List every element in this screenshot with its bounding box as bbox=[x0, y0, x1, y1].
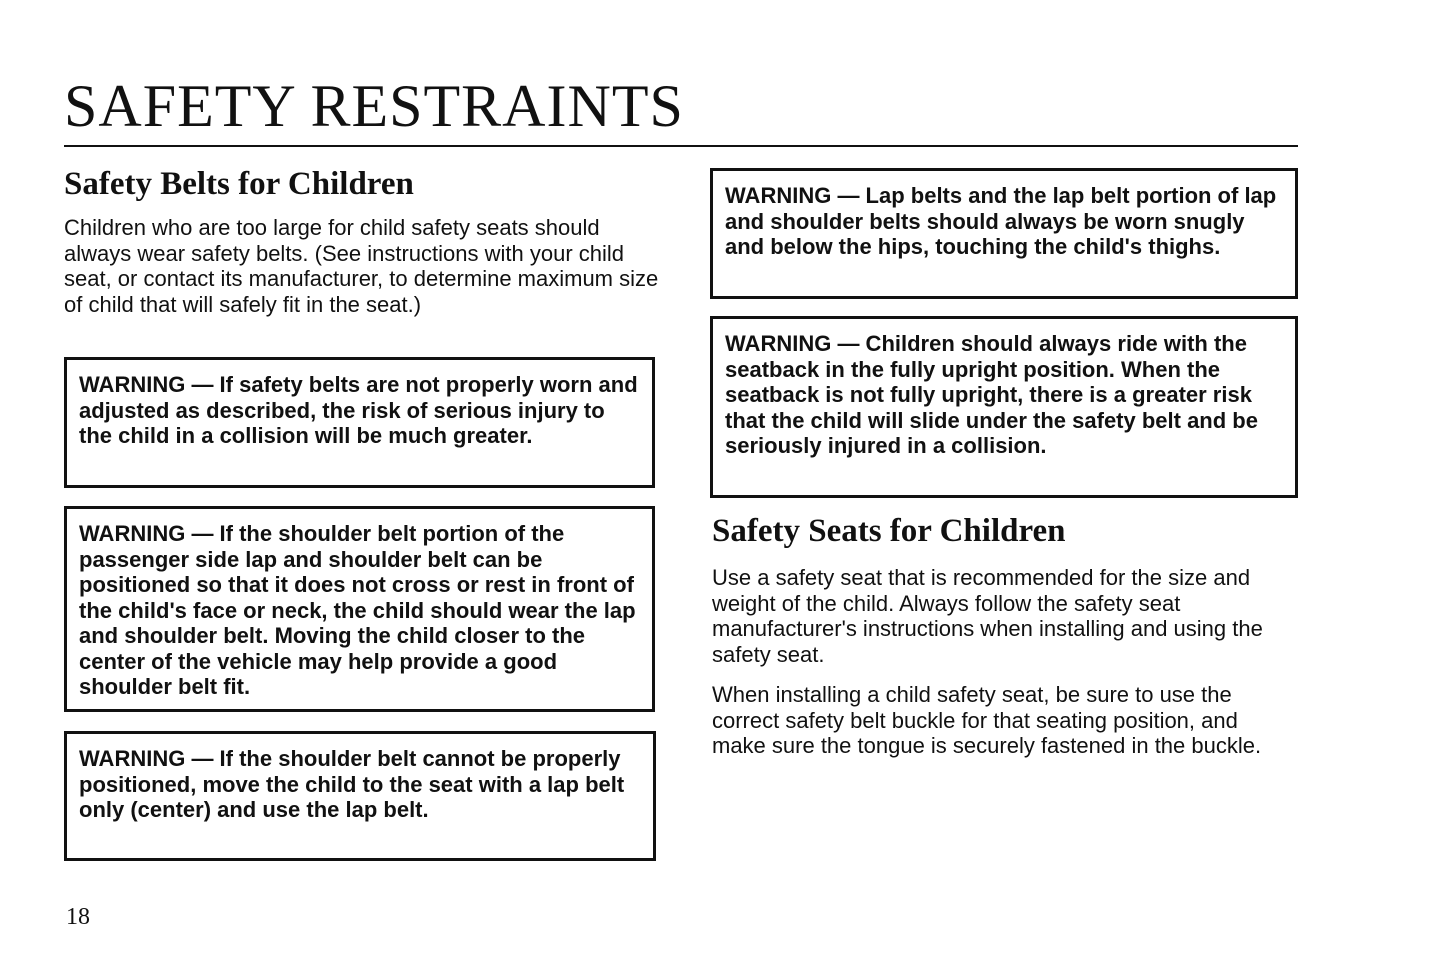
warning-box-belt-adjustment: WARNING — If safety belts are not properly worn and adjusted as described, the risk of serious injury to the child in a collision will be much greater. bbox=[64, 357, 655, 488]
warning-box-upright-seatback: WARNING — Children should always ride with the seatback in the fully upright position. When the seatback is not fully upright, there is a greater risk that the child will slide under the safety belt and be seriously injured in a collision. bbox=[710, 316, 1298, 498]
page-title: SAFETY RESTRAINTS bbox=[64, 73, 684, 139]
warning-box-lap-belt-only: WARNING — If the shoulder belt cannot be properly positioned, move the child to the seat with a lap belt only (center) and use the lap belt. bbox=[64, 731, 656, 861]
safety-seats-paragraph-2: When installing a child safety seat, be sure to use the correct safety belt buckle for that seating position, and make sure the tongue is securely fastened in the buckle. bbox=[712, 682, 1262, 758]
warning-box-shoulder-belt-position: WARNING — If the shoulder belt portion of the passenger side lap and shoulder belt can be positioned so that it does not cross or rest in front of the child's face or neck, the child should wear the lap and shoulder belt. Moving the child closer to the center of the vehicle may help provide a good shoulder belt fit. bbox=[64, 506, 655, 712]
safety-seats-heading: Safety Seats for Children bbox=[712, 513, 1066, 549]
safety-belts-paragraph: Children who are too large for child safety seats should always wear safety belts. (See instructions with your child seat, or contact its manufacturer, to determine maximum size of child that will safely fit in the seat.) bbox=[64, 215, 659, 317]
safety-seats-paragraph-1: Use a safety seat that is recommended for the size and weight of the child. Always follow the safety seat manufacturer's instructions when installing and using the safety seat. bbox=[712, 565, 1263, 667]
title-divider bbox=[64, 145, 1298, 147]
page-number: 18 bbox=[66, 904, 90, 930]
warning-box-lap-belt-snug: WARNING — Lap belts and the lap belt portion of lap and shoulder belts should always be worn snugly and below the hips, touching the child's thighs. bbox=[710, 168, 1298, 299]
safety-belts-heading: Safety Belts for Children bbox=[64, 166, 414, 202]
